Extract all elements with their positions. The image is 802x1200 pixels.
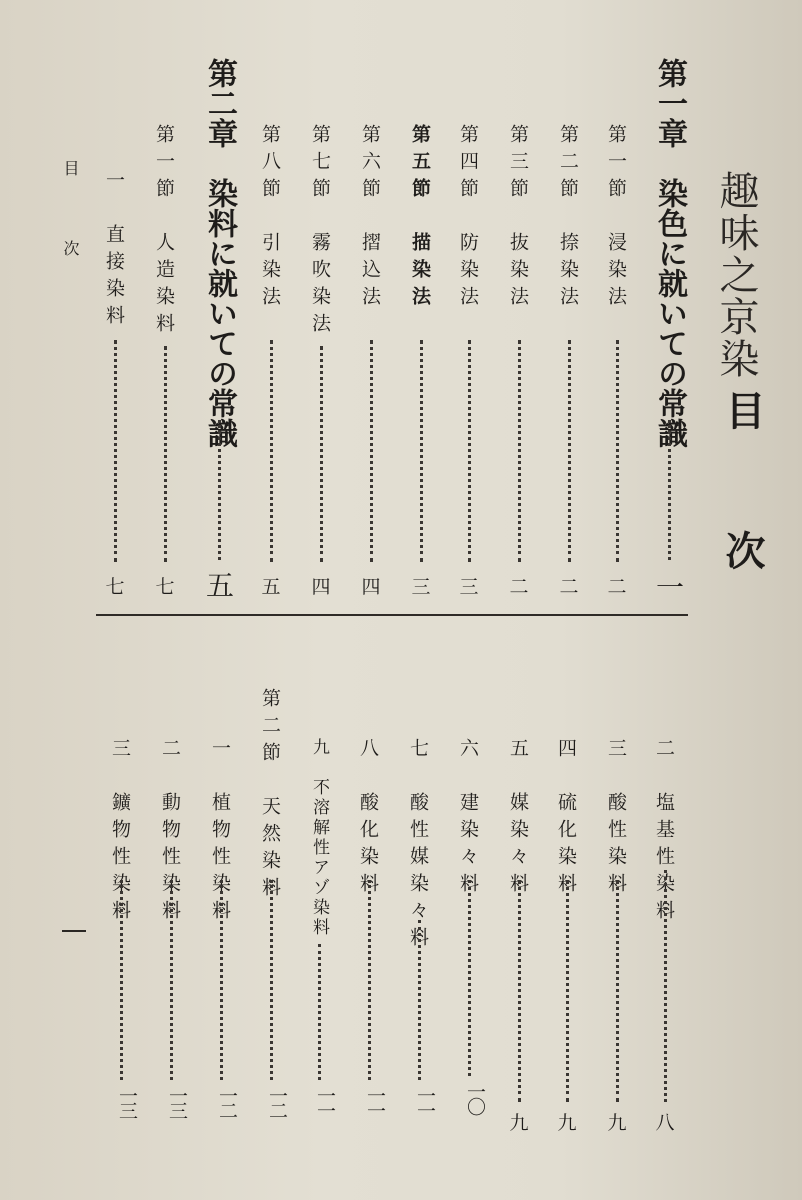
leader-dots <box>170 880 173 1080</box>
toc-entry: 二 動物性染料 <box>159 738 181 927</box>
page-number: 七 <box>105 576 125 598</box>
page-number: 四 <box>361 576 381 598</box>
toc-entry: 第二節 捺染法 <box>557 124 579 313</box>
leader-dots <box>668 420 671 560</box>
page-number: 五 <box>261 576 281 598</box>
leader-dots <box>270 880 273 1080</box>
leader-dots <box>468 880 471 1076</box>
page-number: 四 <box>311 576 331 598</box>
leader-dots <box>664 870 667 1102</box>
toc-entry: 三 鑛物性染料 <box>109 738 131 927</box>
book-title: 趣味之京染 <box>713 170 759 380</box>
leader-dots <box>518 340 521 562</box>
leader-dots <box>568 340 571 562</box>
toc-entry: 一 植物性染料 <box>209 738 231 927</box>
leader-dots <box>120 880 123 1080</box>
toc-entry: 第七節 霧吹染法 <box>309 124 331 340</box>
toc-entry: 第八節 引染法 <box>259 124 281 313</box>
folio-number <box>62 940 63 941</box>
page-number: 一二 <box>266 1086 288 1116</box>
leader-dots <box>164 346 167 562</box>
toc-entry: 一 直接染料 <box>103 170 125 332</box>
leader-dots <box>468 340 471 562</box>
leader-dots <box>418 920 421 1080</box>
leader-dots <box>518 880 521 1102</box>
page-number: 一三 <box>116 1086 138 1116</box>
page-number: 九 <box>557 1112 577 1134</box>
leader-dots <box>218 420 221 560</box>
page-number: 一〇 <box>464 1082 486 1112</box>
page-number: 二 <box>607 576 627 598</box>
folio-mark <box>62 930 86 932</box>
leader-dots <box>420 340 423 562</box>
leader-dots <box>114 340 117 562</box>
toc-entry: 六 建染々料 <box>457 738 479 900</box>
leader-dots <box>270 340 273 562</box>
leader-dots <box>220 880 223 1080</box>
toc-entry: 第四節 防染法 <box>457 124 479 313</box>
divider-line <box>96 614 688 616</box>
contents-heading-char-2: 次 <box>719 530 766 570</box>
toc-entry: 第一節 人造染料 <box>153 124 175 340</box>
page-number: 三 <box>459 576 479 598</box>
page-number: 二 <box>559 576 579 598</box>
toc-entry: 第三節 抜染法 <box>507 124 529 313</box>
toc-entry: 二 塩基性染料 <box>653 738 675 927</box>
toc-entry: 五 媒染々料 <box>507 738 529 900</box>
leader-dots <box>370 340 373 562</box>
margin-header-char-1: 目 <box>61 160 80 176</box>
page-number: 一一 <box>364 1086 386 1116</box>
leader-dots <box>566 880 569 1102</box>
leader-dots <box>616 880 619 1102</box>
page-number: 三 <box>411 576 431 598</box>
toc-entry: 三 酸性染料 <box>605 738 627 900</box>
toc-entry: 第五節 描染法 <box>409 124 431 313</box>
toc-entry: 七 酸性媒染々料 <box>407 738 429 954</box>
page-number: 二 <box>509 576 529 598</box>
page-number: 一二 <box>216 1086 238 1116</box>
toc-entry: 四 硫化染料 <box>555 738 577 900</box>
toc-entry-chapter-1: 第一章 染色に就いての常識 <box>652 58 687 448</box>
toc-entry: 第一節 浸染法 <box>605 124 627 313</box>
contents-heading-char-1: 目 <box>719 390 766 430</box>
page-number: 五 <box>205 569 234 602</box>
page-number: 八 <box>655 1112 675 1134</box>
page-number: 九 <box>607 1112 627 1134</box>
toc-entry: 九 不溶解性アゾ染料 <box>309 738 329 938</box>
toc-entry-chapter-2: 第二章 染料に就いての常識 <box>202 58 237 448</box>
page-number: 七 <box>155 576 175 598</box>
leader-dots <box>320 346 323 562</box>
leader-dots <box>318 944 321 1080</box>
margin-header-char-2: 次 <box>61 240 80 256</box>
page-number: 一一 <box>414 1086 436 1116</box>
toc-entry: 八 酸化染料 <box>357 738 379 900</box>
toc-entry: 第二節 天然染料 <box>259 688 281 904</box>
page-number: 一三 <box>166 1086 188 1116</box>
page-number: 一一 <box>314 1086 336 1116</box>
toc-entry: 第六節 摺込法 <box>359 124 381 313</box>
leader-dots <box>368 880 371 1080</box>
leader-dots <box>616 340 619 562</box>
page-number: 一 <box>655 571 684 604</box>
page-number: 九 <box>509 1112 529 1134</box>
